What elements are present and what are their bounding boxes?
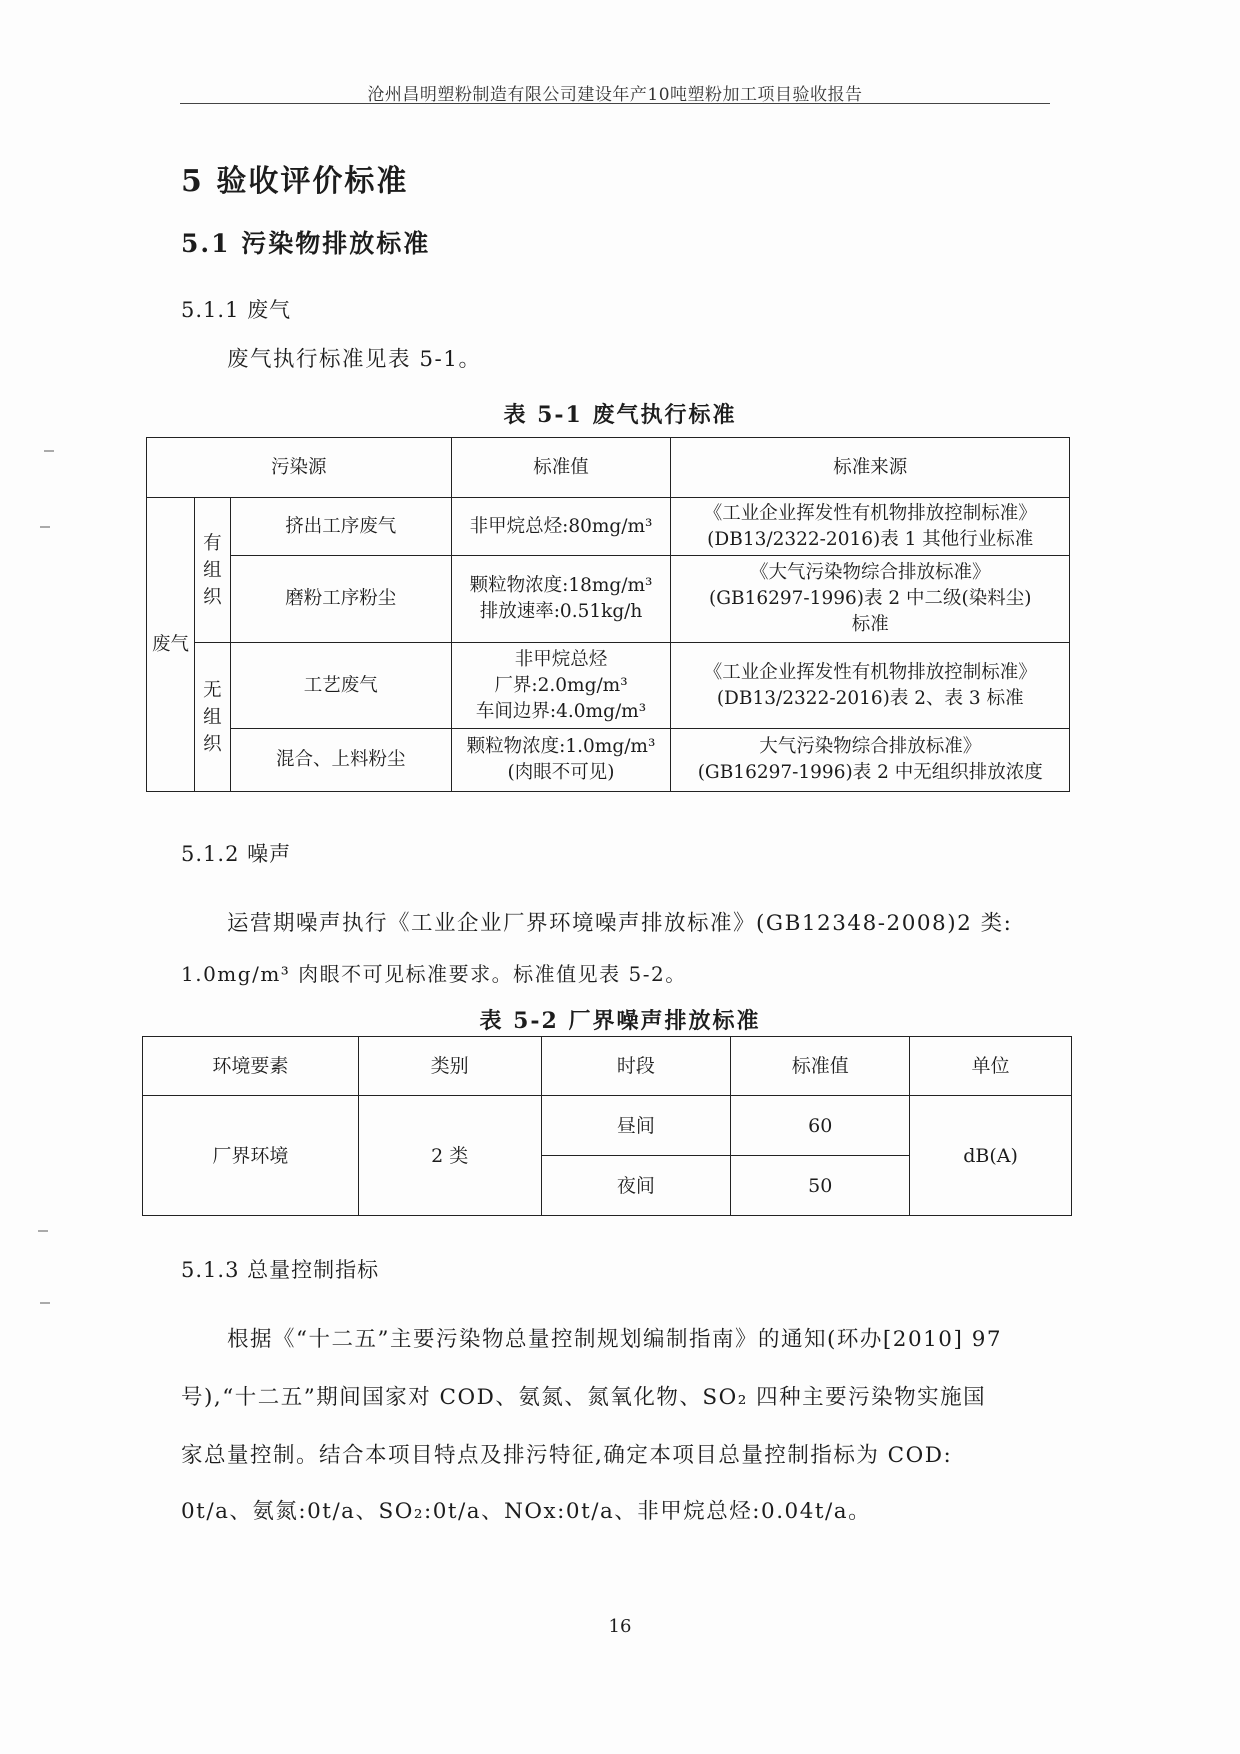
- running-header: 沧州昌明塑粉制造有限公司建设年产10吨塑粉加工项目验收报告: [367, 85, 863, 105]
- paragraph-noise-line1: 运营期噪声执行《工业企业厂界环境噪声排放标准》(GB12348-2008)2 类:: [227, 911, 1013, 936]
- paragraph-total-control-line2: 号),“十二五”期间国家对 COD、氨氮、氮氧化物、SO₂ 四种主要污染物实施国: [181, 1385, 987, 1410]
- paragraph-total-control-line3: 家总量控制。结合本项目特点及排污特征,确定本项目总量控制指标为 COD:: [181, 1443, 953, 1468]
- table-row: [147, 643, 1070, 729]
- table-header-row: [147, 438, 1070, 498]
- header-cell: 环境要素: [143, 1037, 359, 1096]
- subsection-heading-noise: 5.1.2 噪声: [181, 842, 292, 866]
- header-rule: [180, 103, 1050, 104]
- paragraph-waste-gas: 废气执行标准见表 5-1。: [227, 347, 482, 372]
- value-cell: 50: [731, 1156, 910, 1216]
- origin-cell: 《工业企业挥发性有机物排放控制标准》 (DB13/2322-2016)表 1 其他行业标准: [671, 498, 1070, 556]
- origin-cell: 《工业企业挥发性有机物排放控制标准》 (DB13/2322-2016)表 2、表 3 标准: [671, 643, 1070, 729]
- table-row: [143, 1096, 1072, 1156]
- period-cell: 夜间: [541, 1156, 731, 1216]
- category-cell: 废气: [147, 498, 195, 792]
- source-cell: 混合、上料粉尘: [230, 729, 451, 792]
- fugitive-group-cell: 无 组 织: [194, 643, 230, 792]
- unit-cell: dB(A): [910, 1096, 1072, 1216]
- paragraph-total-control-line4: 0t/a、氨氮:0t/a、SO₂:0t/a、NOx:0t/a、非甲烷总烃:0.04t/a。: [181, 1499, 872, 1524]
- scan-mark: [40, 1302, 50, 1304]
- chapter-heading: 5 验收评价标准: [181, 164, 409, 199]
- table1-caption: 表 5-1 废气执行标准: [503, 402, 737, 428]
- subsection-heading-total-control: 5.1.3 总量控制指标: [181, 1258, 380, 1282]
- table-row: [147, 498, 1070, 556]
- source-cell: 挤出工序废气: [230, 498, 451, 556]
- table2-caption: 表 5-2 厂界噪声排放标准: [479, 1008, 761, 1034]
- value-cell: 颗粒物浓度:18mg/m³ 排放速率:0.51kg/h: [451, 556, 671, 643]
- value-cell: 非甲烷总烃:80mg/m³: [451, 498, 671, 556]
- source-cell: 工艺废气: [230, 643, 451, 729]
- header-cell: 标准值: [451, 438, 671, 498]
- category-cell: 2 类: [358, 1096, 541, 1216]
- paragraph-noise-line2: 1.0mg/m³ 肉眼不可见标准要求。标准值见表 5-2。: [181, 962, 687, 986]
- table-row: [147, 729, 1070, 792]
- table-row: [147, 556, 1070, 643]
- value-cell: 60: [731, 1096, 910, 1156]
- header-cell: 时段: [541, 1037, 731, 1096]
- header-cell: 标准值: [731, 1037, 910, 1096]
- header-cell: 标准来源: [671, 438, 1070, 498]
- header-cell: 单位: [910, 1037, 1072, 1096]
- scan-mark: [44, 450, 54, 452]
- value-cell: 颗粒物浓度:1.0mg/m³ (肉眼不可见): [451, 729, 671, 792]
- origin-cell: 《大气污染物综合排放标准》 (GB16297-1996)表 2 中二级(染料尘) 标准: [671, 556, 1070, 643]
- period-cell: 昼间: [541, 1096, 731, 1156]
- header-cell: 污染源: [147, 438, 452, 498]
- noise-standards-table: [142, 1036, 1072, 1216]
- element-cell: 厂界环境: [143, 1096, 359, 1216]
- table-header-row: [143, 1037, 1072, 1096]
- scan-mark: [38, 1230, 48, 1232]
- value-cell: 非甲烷总烃 厂界:2.0mg/m³ 车间边界:4.0mg/m³: [451, 643, 671, 729]
- waste-gas-standards-table: [146, 437, 1070, 792]
- header-cell: 类别: [358, 1037, 541, 1096]
- organized-group-cell: 有 组 织: [194, 498, 230, 643]
- subsection-heading-waste-gas: 5.1.1 废气: [181, 298, 292, 322]
- source-cell: 磨粉工序粉尘: [230, 556, 451, 643]
- scan-mark: [40, 526, 50, 528]
- origin-cell: 大气污染物综合排放标准》 (GB16297-1996)表 2 中无组织排放浓度: [671, 729, 1070, 792]
- page-number: 16: [608, 1616, 632, 1637]
- paragraph-total-control-line1: 根据《“十二五”主要污染物总量控制规划编制指南》的通知(环办[2010] 97: [227, 1327, 1003, 1352]
- section-heading: 5.1 污染物排放标准: [181, 229, 431, 258]
